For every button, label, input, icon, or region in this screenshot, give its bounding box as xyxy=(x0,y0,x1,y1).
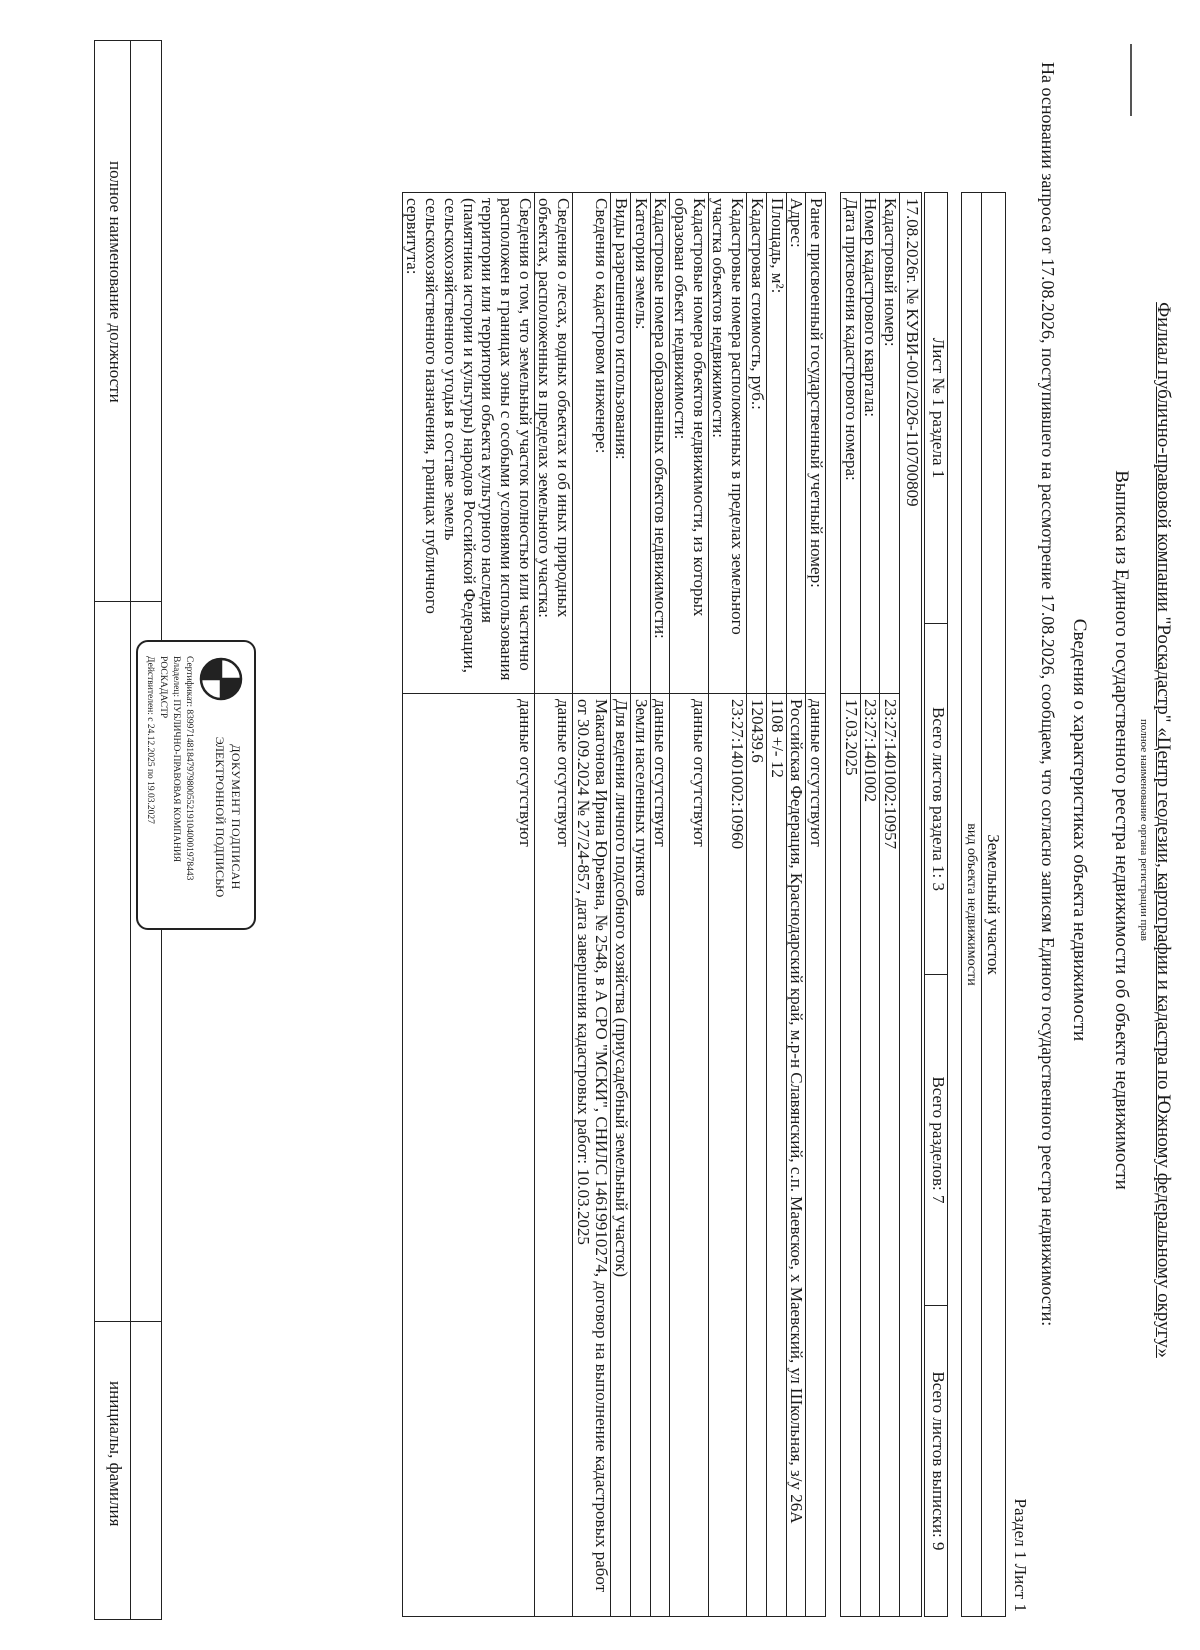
stamp-validity: Действителен: с 24.12.2025 по 19.03.2027 xyxy=(145,656,155,824)
stamp-owner: Владелец: ПУБЛИЧНО-ПРАВОВАЯ КОМПАНИЯ xyxy=(171,656,181,863)
row-value: данные отсутствуют xyxy=(402,694,534,1617)
row-value: данные отсутствуют xyxy=(534,694,572,1617)
table-row xyxy=(402,193,534,1617)
table-row xyxy=(611,193,631,1617)
stamp-owner-cont: РОСКАДАСТР xyxy=(158,656,168,719)
sheet-info-table xyxy=(924,192,948,1617)
row-value: 120439.6 xyxy=(747,694,767,1617)
row-value: 23:27:1401002:10957 xyxy=(880,694,900,1617)
signature-position-label: полное наименование должности xyxy=(106,161,125,403)
sheet-total-section: Всего листов раздела 1: 3 xyxy=(925,624,948,975)
stamp-title: ДОКУМЕНТ ПОДПИСАН xyxy=(229,744,243,890)
row-label: Кадастровые номера объектов недвижимости, из которых образован объект недвижимости: xyxy=(670,193,708,694)
table-row xyxy=(573,193,611,1617)
row-value: Для ведения личного подсобного хозяйства (приусадебный земельный участок) xyxy=(611,694,631,1617)
row-label: Сведения о кадастровом инженере: xyxy=(573,193,611,694)
organization-name: Филиал публично-правовой компании "Роскадастр" «Центр геодезии, картографии и кадастра по Южному федеральному округу» xyxy=(1153,302,1174,1358)
row-label: Кадастровые номера расположенных в пределах земельного участка объектов недвижимости: xyxy=(708,193,746,694)
signature-column-divider xyxy=(95,1321,161,1322)
row-value: 1108 +/- 12 xyxy=(766,694,786,1617)
row-value: Земли населенных пунктов xyxy=(631,694,651,1617)
table-row xyxy=(860,193,880,1617)
row-value: данные отсутствуют xyxy=(650,694,670,1617)
row-value: данные отсутствуют xyxy=(670,694,708,1617)
row-label: Категория земель: xyxy=(631,193,651,694)
table-row xyxy=(631,193,651,1617)
sheet-total-sections: Всего разделов: 7 xyxy=(925,975,948,1306)
row-label: Кадастровая стоимость, руб.: xyxy=(747,193,767,694)
intro-text: На основании запроса от 17.08.2026, поступившего на рассмотрение 17.08.2026, сообщаем, что согласно записям Единого государственного реестра недвижимости: xyxy=(1038,62,1058,1327)
table-row xyxy=(747,193,767,1617)
stamp-certificate: Сертификат: 839971481847979800552191040001978443 xyxy=(184,656,194,881)
section-sheet-mark: Раздел 1 Лист 1 xyxy=(1011,1498,1030,1612)
table-row xyxy=(708,193,746,1617)
characteristics-table xyxy=(402,192,922,1617)
row-label: Кадастровый номер: xyxy=(880,193,900,694)
object-type-value: Земельный участок xyxy=(982,193,1006,1617)
row-label: Сведения о том, что земельный участок полностью или частично расположен в границах зоны с особыми условиями использования территории или территории объекта культурного наследия (памятника истории и культуры) народов Российской Федерации, сельскохозяйственного угодья в составе земель сельскохозяйственного назначения, границах публичного сервитута: xyxy=(402,193,534,694)
rosreestr-logo-icon xyxy=(198,656,244,702)
document-title: Выписка из Единого государственного реестра недвижимости об объекте недвижимости xyxy=(1111,470,1132,1190)
stamp-subtitle: ЭЛЕКТРОННОЙ ПОДПИСЬЮ xyxy=(213,736,227,898)
signature-column-divider xyxy=(95,601,161,602)
signature-divider xyxy=(130,41,131,1619)
table-row xyxy=(880,193,900,1617)
row-label: Номер кадастрового квартала: xyxy=(860,193,880,694)
extract-number: 17.08.2026г. № КУВИ-001/2026-110700809 xyxy=(900,193,922,1617)
row-label: Кадастровые номера образованных объектов недвижимости: xyxy=(650,193,670,694)
signature-name-label: инициалы, фамилия xyxy=(106,1381,125,1527)
table-gap xyxy=(825,193,840,1617)
section-title: Сведения о характеристиках объекта недвижимости xyxy=(1069,618,1090,1042)
row-value: Российская Федерация, Краснодарский край, м.р-н Славянский, с.п. Маевское, х Маевский, ул Школьная, з/у 26А xyxy=(786,694,806,1617)
table-row xyxy=(766,193,786,1617)
row-value: 23:27:1401002 xyxy=(860,694,880,1617)
row-label: Площадь, м²: xyxy=(766,193,786,694)
object-type-table xyxy=(961,192,1006,1617)
row-label: Адрес: xyxy=(786,193,806,694)
row-value: данные отсутствуют xyxy=(806,694,826,1617)
table-row xyxy=(786,193,806,1617)
electronic-signature-stamp xyxy=(136,640,256,930)
table-row xyxy=(670,193,708,1617)
sheet-number: Лист № 1 раздела 1 xyxy=(925,193,948,624)
object-type-caption: вид объекта недвижимости xyxy=(962,193,982,1617)
table-row xyxy=(840,193,860,1617)
sheet-total-sheets: Всего листов выписки: 9 xyxy=(925,1306,948,1617)
row-label: Виды разрешенного использования: xyxy=(611,193,631,694)
document-page xyxy=(30,40,1180,1620)
row-value: 23:27:1401002:10960 xyxy=(708,694,746,1617)
row-value: 17.03.2025 xyxy=(840,694,860,1617)
table-row xyxy=(534,193,572,1617)
row-label: Ранее присвоенный государственный учетный номер: xyxy=(806,193,826,694)
row-label: Сведения о лесах, водных объектах и об иных природных объектах, расположенных в пределах земельного участка: xyxy=(534,193,572,694)
table-row xyxy=(650,193,670,1617)
table-row xyxy=(806,193,826,1617)
organization-caption: полное наименование органа регистрации прав xyxy=(1138,719,1150,941)
row-label: Дата присвоения кадастрового номера: xyxy=(840,193,860,694)
row-value: Макагонова Ирина Юрьевна, № 2548, в А СРО "МСКИ", СНИЛС 14619910274, договор на выполнение кадастровых работ от 30.09.2024 № 27/24-857, дата завершения кадастровых работ: 10.03.2025 xyxy=(573,694,611,1617)
